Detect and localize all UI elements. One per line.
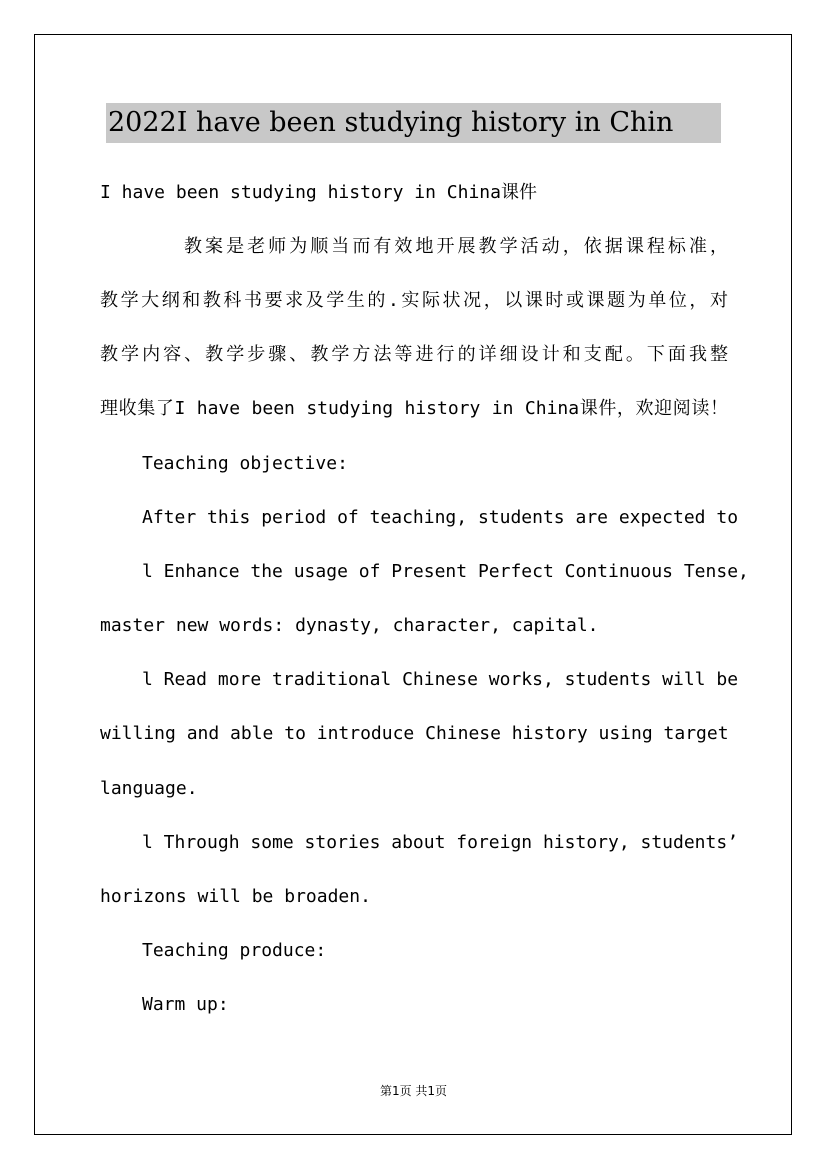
- objective-3-line-2: horizons will be broaden.: [100, 886, 371, 907]
- document-subtitle: I have been studying history in China课件: [100, 182, 537, 203]
- page-footer: 第1页 共1页: [379, 1084, 448, 1098]
- intro-line-1: 教案是老师为顺当而有效地开展教学活动，依据课程标准，: [184, 236, 728, 257]
- intro-line-3: 教学内容、教学步骤、教学方法等进行的详细设计和支配。下面我整: [100, 344, 728, 365]
- objective-2-line-1: l Read more traditional Chinese works, students will be: [142, 669, 739, 690]
- objective-heading: Teaching objective:: [142, 453, 348, 474]
- document-title: 2022I have been studying history in Chin: [106, 103, 721, 143]
- intro-line-4: 理收集了I have been studying history in China课件，欢迎阅读！: [100, 398, 728, 419]
- intro-line-2: 教学大纲和教科书要求及学生的.实际状况，以课时或课题为单位，对: [100, 290, 728, 311]
- objective-2-line-3: language.: [100, 778, 198, 799]
- warm-up-heading: Warm up:: [142, 994, 229, 1015]
- objective-1-line-2: master new words: dynasty, character, capital.: [100, 615, 599, 636]
- objective-3-line-1: l Through some stories about foreign history, students’: [142, 832, 739, 853]
- objective-1-line-1: l Enhance the usage of Present Perfect Continuous Tense,: [142, 561, 749, 582]
- procedure-heading: Teaching produce:: [142, 940, 327, 961]
- objective-intro: After this period of teaching, students are expected to: [142, 507, 739, 528]
- objective-2-line-2: willing and able to introduce Chinese history using target: [100, 723, 729, 744]
